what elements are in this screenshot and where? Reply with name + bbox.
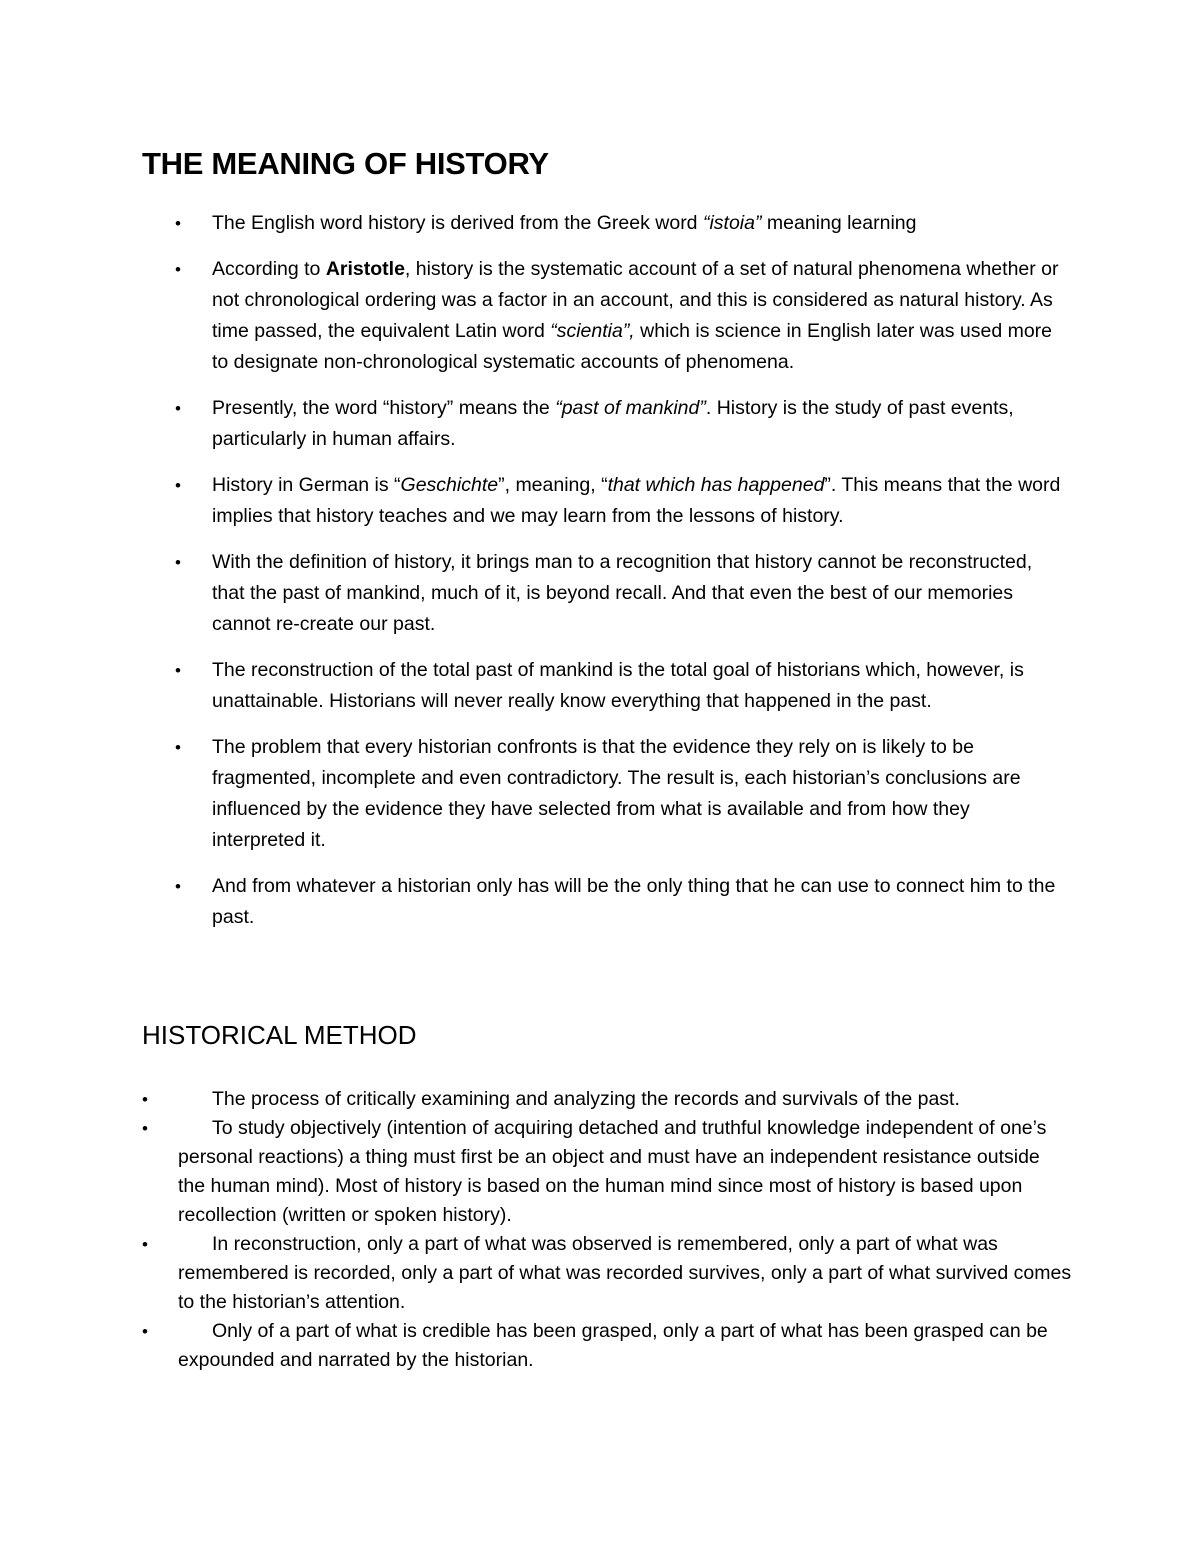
list-item: • According to Aristotle, history is the systematic account of a set of natural phenomena whether or not chronological ordering was a factor in an account, and this is considered as natural history. As time passed, the equivalent Latin word “scientia”, which is science in English later was used more to designate non-chronological systematic accounts of phenomena.	[142, 254, 1062, 378]
german-meaning: that which has happened	[607, 474, 825, 496]
list-item: • To study objectively (intention of acquiring detached and truthful knowledge independent of one’s personal reactions) a thing must first be an object and must have an independent resistance outside the human mind). Most of history is based on the human mind since most of history is based upon recollection (written or spoken history).	[142, 1114, 1072, 1230]
bullet-icon: •	[175, 553, 181, 572]
bullet-icon: •	[175, 738, 181, 757]
bullet-icon: •	[142, 1090, 148, 1109]
past-of-mankind-term: “past of mankind”	[555, 397, 706, 419]
bullet-icon: •	[142, 1119, 148, 1138]
list-item: • With the definition of history, it brings man to a recognition that history cannot be reconstructed, that the past of mankind, much of it, is beyond recall. And that even the best of our memories cannot re-create our past.	[142, 547, 1062, 640]
list-item: • In reconstruction, only a part of what was observed is remembered, only a part of what was remembered is recorded, only a part of what was recorded survives, only a part of what survived comes to the historian’s attention.	[142, 1230, 1072, 1317]
aristotle-name: Aristotle	[325, 258, 405, 280]
bullet-icon: •	[175, 260, 181, 279]
bullet-icon: •	[175, 661, 181, 680]
list-item: • And from whatever a historian only has will be the only thing that he can use to connect him to the past.	[142, 871, 1062, 933]
section-heading: HISTORICAL METHOD	[142, 1020, 417, 1050]
list-item: • The problem that every historian confronts is that the evidence they rely on is likely to be fragmented, incomplete and even contradictory. The result is, each historian’s conclusions are influenced by the evidence they have selected from what is available and from how they interpreted it.	[142, 732, 1062, 856]
page-title: THE MEANING OF HISTORY	[142, 146, 549, 181]
greek-term: “istoia”	[702, 212, 762, 234]
bullet-icon: •	[175, 214, 181, 233]
list-item: • Presently, the word “history” means the “past of mankind”. History is the study of past events, particularly in human affairs.	[142, 393, 1062, 455]
bullet-icon: •	[175, 476, 181, 495]
meaning-list	[142, 208, 1062, 948]
list-item: • The process of critically examining and analyzing the records and survivals of the past.	[142, 1085, 1072, 1114]
bullet-icon: •	[175, 877, 181, 896]
bullet-icon: •	[142, 1322, 148, 1341]
list-item: • The reconstruction of the total past of mankind is the total goal of historians which, however, is unattainable. Historians will never really know everything that happened in the past.	[142, 655, 1062, 717]
method-list	[142, 1085, 1072, 1375]
bullet-icon: •	[142, 1235, 148, 1254]
german-term: Geschichte	[400, 474, 499, 496]
latin-term: “scientia”,	[550, 320, 635, 342]
bullet-icon: •	[175, 399, 181, 418]
list-item: • Only of a part of what is credible has been grasped, only a part of what has been grasped can be expounded and narrated by the historian.	[142, 1317, 1072, 1375]
list-item: • The English word history is derived from the Greek word “istoia” meaning learning	[142, 208, 1062, 239]
list-item: • History in German is “Geschichte”, meaning, “that which has happened”. This means that the word implies that history teaches and we may learn from the lessons of history.	[142, 470, 1062, 532]
